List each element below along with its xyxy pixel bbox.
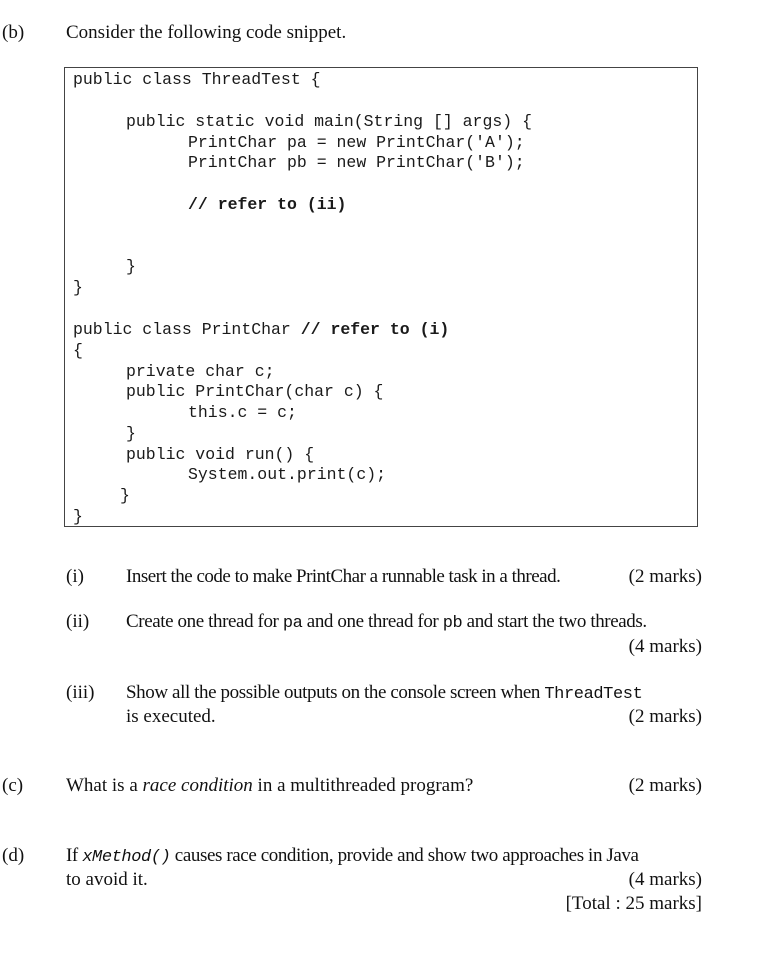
code-comment: // refer to (i) xyxy=(300,320,450,339)
subquestion-i-label: (i) xyxy=(66,566,84,587)
code-line: public void run() { xyxy=(126,445,315,464)
subquestion-iii-text xyxy=(126,682,642,706)
question-b-label: (b) xyxy=(2,22,25,43)
question-c-marks: (2 marks) xyxy=(628,775,702,796)
term: race condition xyxy=(142,775,253,796)
question-d-label: (d) xyxy=(2,845,25,866)
code-line xyxy=(73,320,449,340)
subquestion-ii-label: (ii) xyxy=(66,611,90,632)
code-line: } xyxy=(120,486,130,505)
question-d-marks: (4 marks) xyxy=(628,869,702,890)
code-line: } xyxy=(126,424,136,443)
subquestion-i-text: Insert the code to make PrintChar a runnable task in a thread. xyxy=(126,566,561,587)
code-line: public static void main(String [] args) { xyxy=(126,112,532,131)
question-c-label: (c) xyxy=(2,775,24,796)
question-b-intro: Consider the following code snippet. xyxy=(66,22,347,43)
text: and one thread for xyxy=(302,611,443,632)
code-line: System.out.print(c); xyxy=(188,465,387,484)
text: What is a xyxy=(66,775,143,796)
subquestion-iii-text-2: is executed. xyxy=(126,706,216,727)
question-d-text-2: to avoid it. xyxy=(66,869,148,890)
total-marks: [Total : 25 marks] xyxy=(565,893,702,914)
code-inline: pb xyxy=(442,614,463,633)
code-text: public class PrintChar xyxy=(73,320,301,339)
code-line: public PrintChar(char c) { xyxy=(126,382,384,401)
code-comment: // refer to (ii) xyxy=(188,195,347,214)
code-line: private char c; xyxy=(126,362,275,381)
code-line: } xyxy=(73,507,83,526)
question-c-text xyxy=(66,775,473,797)
subquestion-i-marks: (2 marks) xyxy=(628,566,702,587)
text: in a multithreaded program? xyxy=(252,775,474,796)
question-d-text xyxy=(66,845,639,869)
code-line: PrintChar pb = new PrintChar('B'); xyxy=(188,153,525,172)
subquestion-iii-label: (iii) xyxy=(66,682,95,703)
subquestion-ii-text xyxy=(126,611,647,635)
code-line: } xyxy=(126,257,136,276)
code-line: { xyxy=(73,341,83,360)
code-line: PrintChar pa = new PrintChar('A'); xyxy=(188,133,525,152)
code-snippet-box xyxy=(64,67,698,527)
code-inline: xMethod() xyxy=(82,848,171,867)
subquestion-ii-marks: (4 marks) xyxy=(628,636,702,657)
text: Show all the possible outputs on the console screen when xyxy=(126,682,545,703)
code-line: } xyxy=(73,278,83,297)
code-inline: pa xyxy=(282,614,303,633)
text: causes race condition, provide and show two approaches in Java xyxy=(170,845,639,866)
text: Create one thread for xyxy=(126,611,283,632)
code-line: this.c = c; xyxy=(188,403,297,422)
code-inline: ThreadTest xyxy=(544,685,643,704)
subquestion-iii-marks: (2 marks) xyxy=(628,706,702,727)
text: If xyxy=(66,845,83,866)
text: and start the two threads. xyxy=(462,611,647,632)
code-line: public class ThreadTest { xyxy=(73,70,321,89)
